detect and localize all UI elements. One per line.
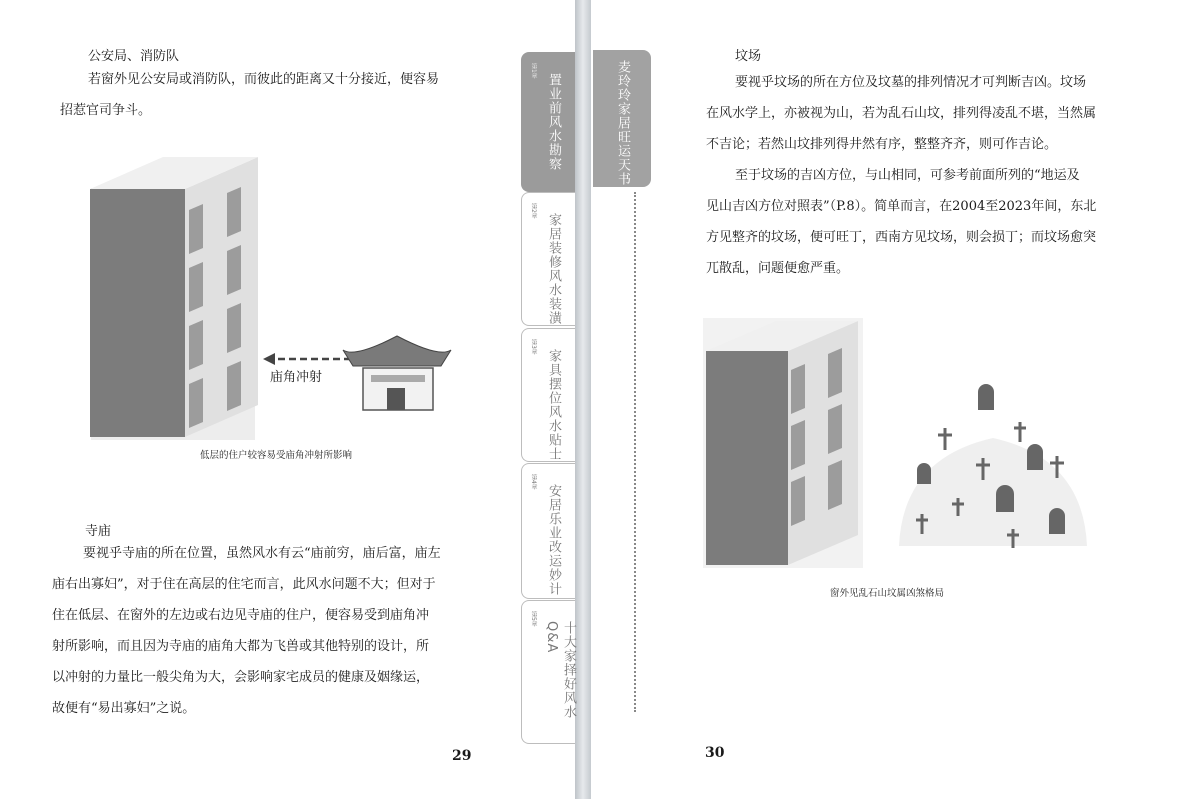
section-heading-temple: 寺庙 (85, 524, 112, 539)
book-title: 麦玲玲家居旺运天书 (615, 60, 630, 186)
figure-caption-temple: 低层的住户较容易受庙角冲射所影响 (200, 450, 353, 461)
paragraph-police-line-1: 若窗外见公安局或消防队，而彼此的距离又十分接近，便容易 (88, 72, 440, 87)
chapter-tab-4-number: 第4章 (530, 474, 537, 490)
paragraph-temple-line-3: 住在低层、在窗外的左边或右边见寺庙的住户，便容易受到庙角冲 (52, 608, 430, 623)
page-number-left: 29 (452, 748, 472, 764)
chapter-tab-1[interactable] (521, 52, 575, 192)
cemetery-illustration (703, 318, 1093, 568)
paragraph-temple-line-4: 射所影响，而且因为寺庙的庙角大都为飞兽或其他特别的设计，所 (52, 639, 430, 654)
book-title-tab (593, 50, 651, 187)
paragraph-temple-line-2: 庙右出寡妇”，对于住在高层的住宅而言，此风水问题不大；但对于 (52, 577, 436, 592)
chapter-tab-5-title: 十大家择好风水Q&A (544, 621, 576, 719)
chapter-tab-2[interactable] (521, 192, 575, 326)
arrow-head-icon (263, 353, 275, 365)
paragraph-temple-line-6: 故便有“易出寡妇”之说。 (52, 701, 196, 716)
chapter-tab-2-number: 第2章 (530, 203, 537, 219)
chapter-tab-5[interactable] (521, 600, 575, 744)
chapter-tab-1-title: 置业前风水勘察 (546, 73, 561, 171)
section-heading-cemetery: 坟场 (735, 49, 762, 64)
chapter-tab-2-title: 家居装修风水装潢 (546, 213, 561, 325)
chapter-tab-4[interactable] (521, 463, 575, 599)
chapter-tab-3-title: 家具摆位风水贴士 (546, 349, 561, 461)
paragraph-temple-line-1: 要视乎寺庙的所在位置，虽然风水有云“庙前穷，庙后富，庙左 (83, 546, 441, 561)
chapter-tab-3-number: 第3章 (530, 339, 537, 355)
paragraph-cemetery-line-1: 要视乎坟场的所在方位及坟墓的排列情况才可判断吉凶。坟场 (735, 75, 1087, 90)
chapter-tab-3[interactable] (521, 328, 575, 462)
section-heading-police: 公安局、消防队 (88, 49, 180, 64)
paragraph-cemetery-line-2: 在风水学上，亦被视为山，若为乱石山坟，排列得凌乱不堪，当然属 (706, 106, 1097, 121)
chapter-tab-1-number: 第1章 (530, 63, 537, 79)
temple-corner-label: 庙角冲射 (270, 370, 323, 385)
page-number-right: 30 (705, 745, 725, 761)
paragraph-cemetery-line-6: 方见整齐的坟场，便可旺丁，西南方见坟场，则会损丁；而坟场愈突 (706, 230, 1097, 245)
paragraph-cemetery-line-4: 至于坟场的吉凶方位，与山相同，可参考前面所列的“地运及 (735, 168, 1080, 183)
paragraph-temple-line-5: 以冲射的力量比一般尖角为大，会影响家宅成员的健康及姻缘运， (52, 670, 430, 685)
paragraph-cemetery-line-7: 兀散乱，问题便愈严重。 (706, 261, 850, 276)
building-front-face (90, 189, 185, 437)
paragraph-police-line-2: 招惹官司争斗。 (60, 103, 152, 118)
paragraph-cemetery-line-5: 见山吉凶方位对照表”（P.8）。简单而言，在2004至2023年间，东北 (706, 199, 1097, 214)
figure-caption-cemetery: 窗外见乱石山坟属凶煞格局 (830, 588, 945, 599)
dotted-guide-line (634, 192, 636, 712)
chapter-tab-5-number: 第5章 (530, 611, 537, 627)
building-front-face (706, 351, 788, 565)
paragraph-cemetery-line-3: 不吉论；若然山坟排列得井然有序，整整齐齐，则可作吉论。 (706, 137, 1058, 152)
temple-corner-illustration (85, 150, 485, 440)
chapter-tab-4-title: 安居乐业改运妙计 (546, 484, 561, 596)
temple-icon (343, 336, 451, 410)
